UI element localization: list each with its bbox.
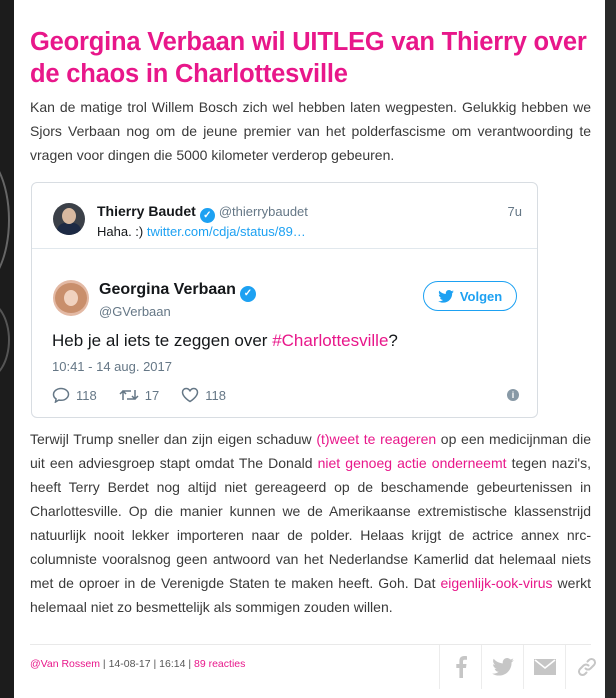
tweet-body: Heb je al iets te zeggen over bbox=[52, 331, 273, 350]
mail-icon bbox=[534, 659, 556, 675]
article-body bbox=[30, 427, 591, 619]
meta-sep: | bbox=[150, 658, 160, 670]
tweet-author-handle[interactable]: @GVerbaan bbox=[99, 304, 171, 319]
tweet-actions bbox=[52, 387, 248, 403]
post-date: 14-08-17 bbox=[108, 658, 151, 670]
share-facebook-button[interactable] bbox=[439, 645, 481, 689]
share-twitter-button[interactable] bbox=[481, 645, 523, 689]
tweet-author[interactable] bbox=[99, 281, 256, 302]
retweet-action[interactable] bbox=[119, 387, 159, 403]
left-background-strip bbox=[0, 0, 14, 698]
twitter-bird-icon bbox=[438, 290, 454, 303]
avatar[interactable] bbox=[53, 280, 89, 316]
tweet-body-end: ? bbox=[388, 331, 398, 350]
meta-sep: | bbox=[185, 658, 194, 670]
insufficient-action-link[interactable]: niet genoeg actie onderneemt bbox=[317, 455, 507, 471]
article-intro: Kan de matige trol Willem Bosch zich wel hebben laten wegpesten. Gelukkig hebben we Sjors Verbaan nog om de jeune premier van het polderfascisme om verantwoording te vragen voor dingen die 5000 kilometer verderop gebeuren. bbox=[30, 99, 591, 163]
article-meta bbox=[30, 658, 245, 670]
article-title: Georgina Verbaan wil UITLEG van Thierry over de chaos in Charlottesville bbox=[30, 28, 587, 88]
tweet-reaction-link[interactable]: (t)weet te reageren bbox=[316, 431, 437, 447]
quoted-author-name[interactable]: Thierry Baudet bbox=[97, 203, 196, 219]
facebook-icon bbox=[455, 656, 467, 678]
reactions-link[interactable]: 89 reacties bbox=[194, 658, 246, 670]
quoted-author-handle[interactable]: @thierrybaudet bbox=[218, 204, 308, 219]
twitter-icon bbox=[492, 658, 514, 676]
retweet-count: 17 bbox=[144, 387, 160, 403]
quoted-author[interactable] bbox=[97, 203, 308, 223]
reply-count: 118 bbox=[76, 387, 97, 403]
quoted-tweet-text bbox=[97, 224, 306, 239]
retweet-icon bbox=[119, 387, 139, 403]
virus-link[interactable]: eigenlijk-ook-virus bbox=[440, 575, 553, 591]
quoted-tweet-body: Haha. :) bbox=[97, 224, 147, 239]
heart-icon bbox=[181, 387, 199, 403]
quoted-tweet-link[interactable]: twitter.com/cdja/status/89… bbox=[146, 224, 306, 239]
quoted-tweet-time[interactable]: 7u bbox=[507, 204, 522, 219]
share-bar bbox=[439, 645, 607, 689]
author-link[interactable]: @Van Rossem bbox=[30, 658, 100, 670]
body-text: op een medicijnman die uit een adviesgroep stapt omdat The Donald bbox=[30, 431, 591, 471]
background-decoration bbox=[0, 150, 10, 290]
post-time: 16:14 bbox=[159, 658, 186, 670]
reply-action[interactable] bbox=[52, 387, 97, 403]
hashtag-link[interactable]: #Charlottesville bbox=[272, 331, 389, 350]
article bbox=[14, 0, 605, 698]
avatar[interactable] bbox=[53, 203, 85, 235]
body-text: Terwijl Trump sneller dan zijn eigen schaduw bbox=[30, 431, 317, 447]
share-link-button[interactable] bbox=[565, 645, 607, 689]
tweet-author-name[interactable]: Georgina Verbaan bbox=[99, 281, 236, 298]
like-count: 118 bbox=[205, 387, 226, 403]
follow-button[interactable] bbox=[423, 281, 517, 311]
info-icon[interactable]: i bbox=[507, 389, 519, 401]
embedded-tweet[interactable] bbox=[31, 182, 538, 418]
reply-icon bbox=[52, 387, 70, 403]
share-mail-button[interactable] bbox=[523, 645, 565, 689]
follow-label: Volgen bbox=[459, 288, 503, 304]
quoted-tweet[interactable] bbox=[32, 183, 537, 249]
body-text: tegen nazi's, heeft Terry Berdet nog altijd niet gereageerd op de beschamende gebeurtenissen in Charlottesville. Op die manier kunnen we de Amerikaanse extremistische klassenstrijd natuurlijk nooit lekker importeren naar de polder. Helaas krijgt de actrice annex nrc-columniste vooralsnog geen antwoord van het Nederlandse Kamerlid dat helemaal niets met de oproer in de Verenigde Staten te maken heeft. Goh. Dat bbox=[30, 455, 591, 591]
body-text: werkt helemaal niet zo besmettelijk als sommigen zouden willen. bbox=[30, 575, 591, 615]
like-action[interactable] bbox=[181, 387, 226, 403]
background-decoration bbox=[0, 300, 10, 380]
right-background-strip bbox=[605, 0, 616, 698]
verified-badge-icon: ✓ bbox=[200, 208, 215, 223]
tweet-text bbox=[52, 331, 398, 351]
meta-sep: | bbox=[100, 658, 109, 670]
link-icon bbox=[577, 657, 597, 677]
tweet-datetime[interactable]: 10:41 - 14 aug. 2017 bbox=[52, 359, 172, 374]
verified-badge-icon: ✓ bbox=[240, 286, 256, 302]
